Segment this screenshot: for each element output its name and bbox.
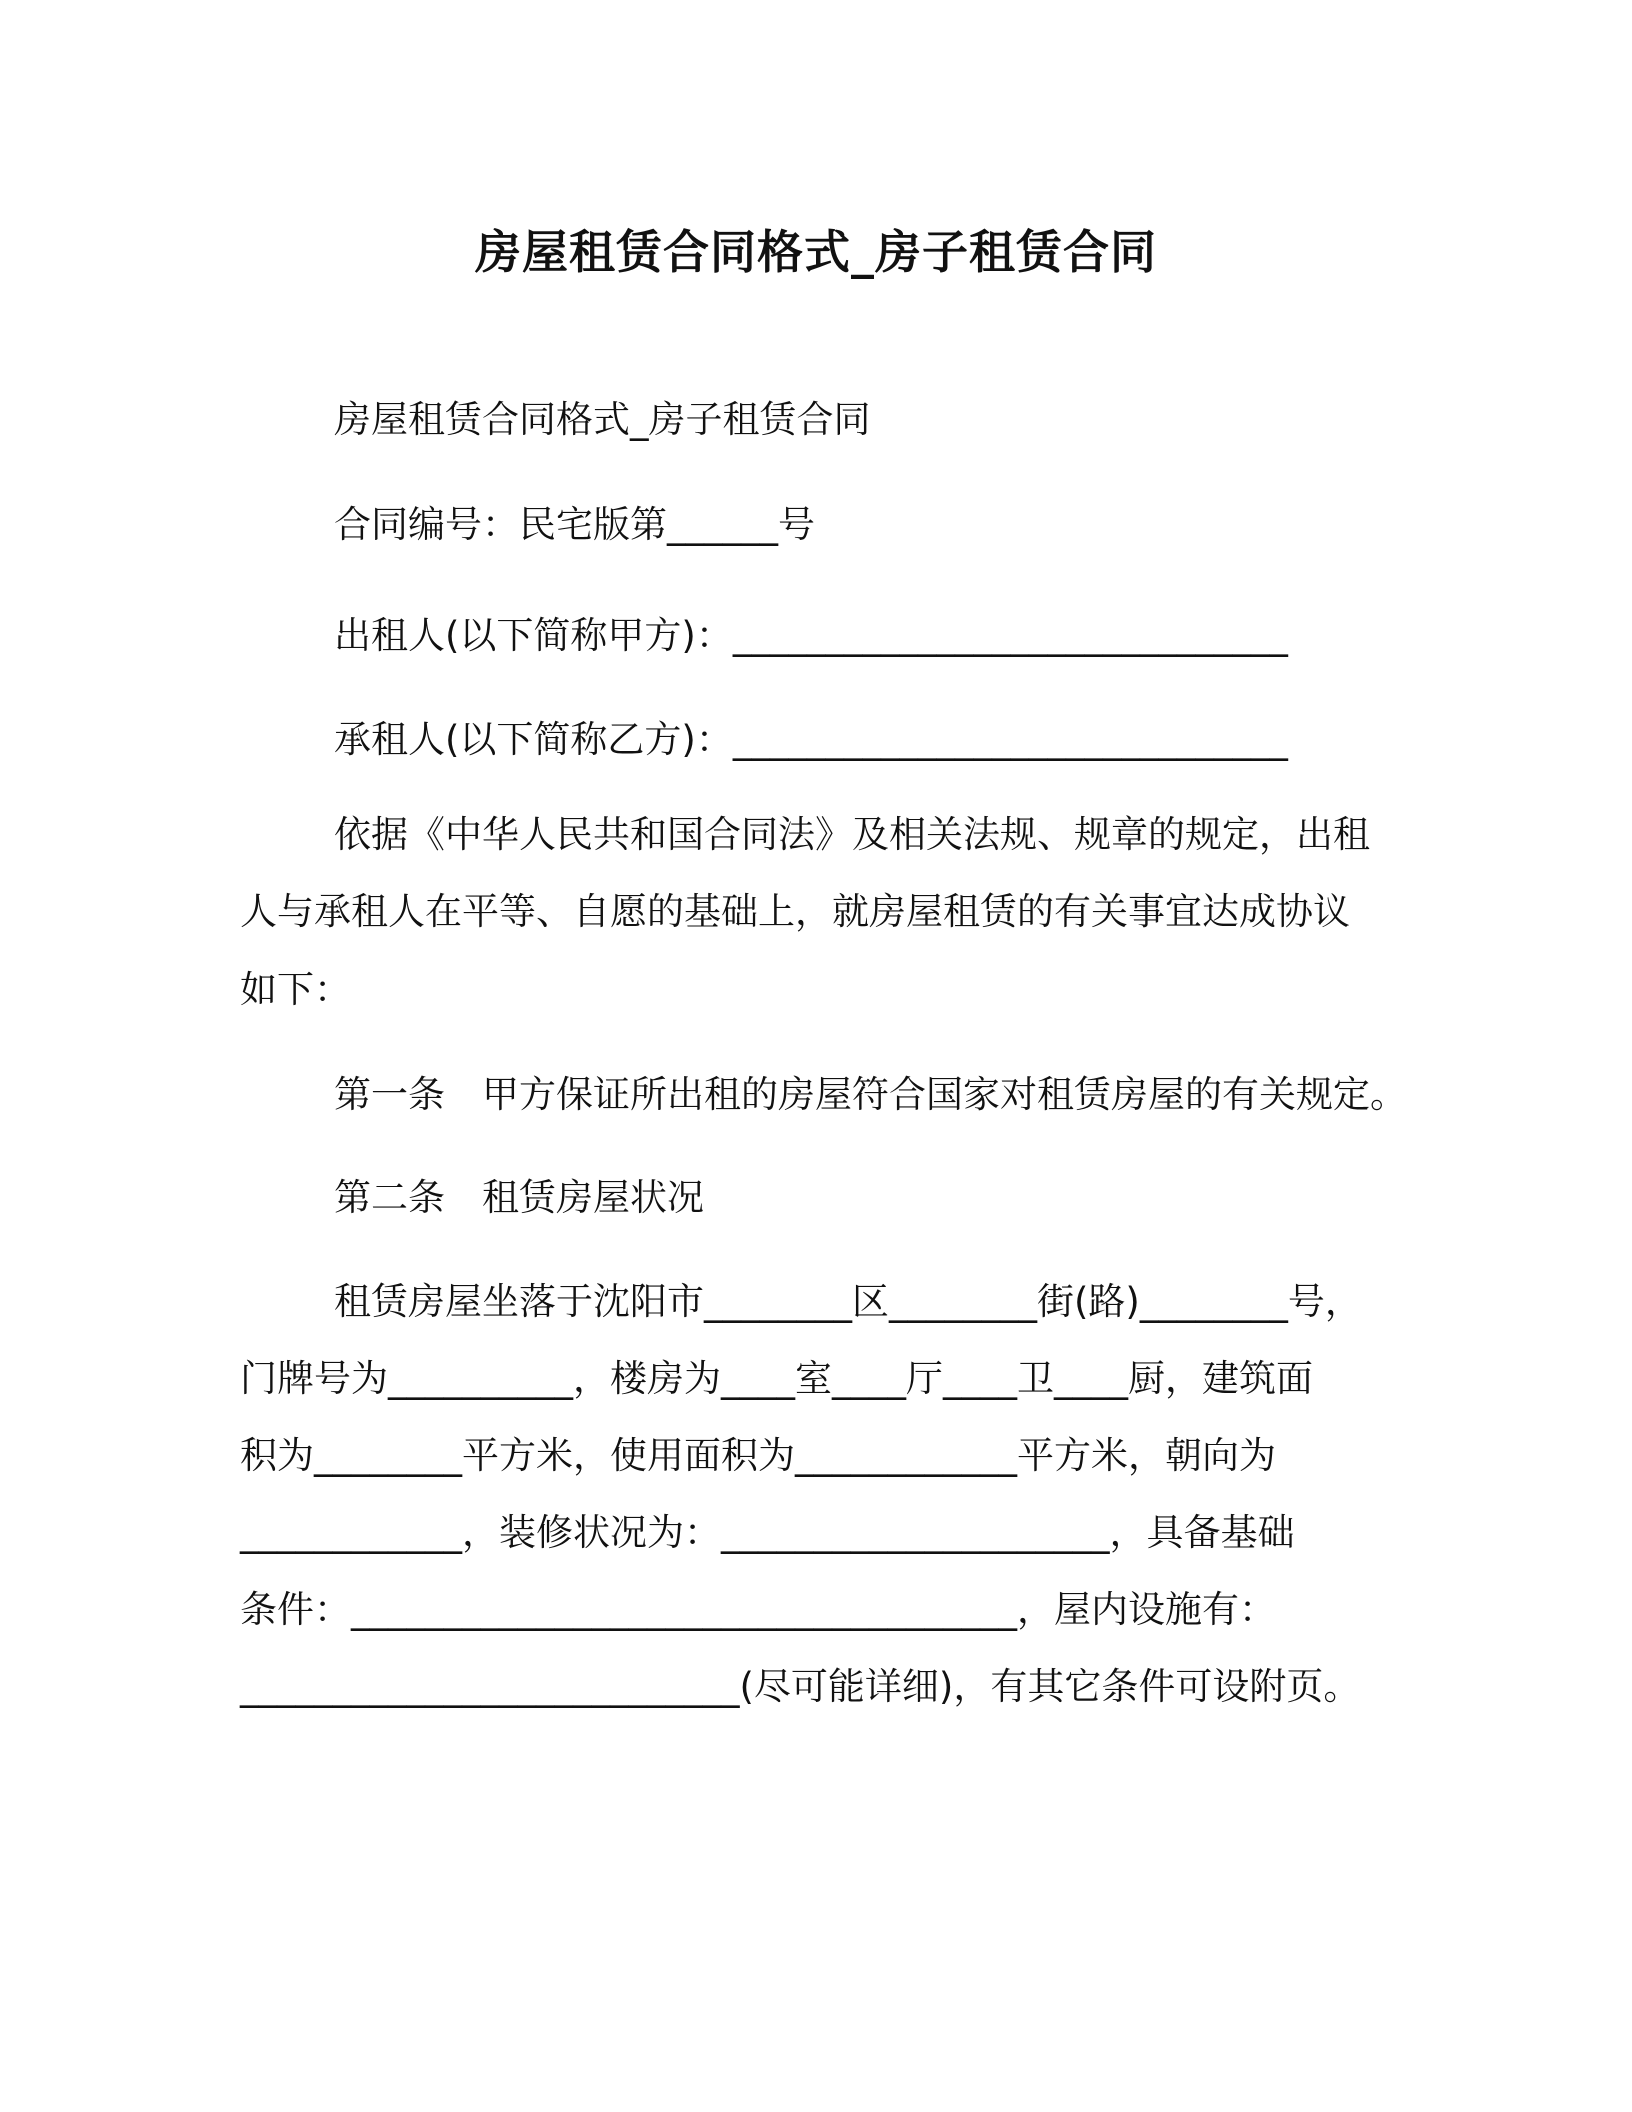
article-2-line-4: ____________，装修状况为：_____________________，具备基础 (240, 1511, 1295, 1554)
article-2-line-6: ___________________________(尽可能详细)，有其它条件可设附页。 (240, 1665, 1361, 1708)
article-2-heading: 第二条 租赁房屋状况 (334, 1176, 704, 1219)
contract-number-line: 合同编号：民宅版第______号 (334, 503, 815, 546)
document-subtitle: 房屋租赁合同格式_房子租赁合同 (334, 398, 871, 441)
article-2-line-2: 门牌号为__________，楼房为____室____厅____卫____厨，建筑面 (240, 1357, 1313, 1400)
lessor-line: 出租人(以下简称甲方)：______________________________ (334, 614, 1288, 657)
preamble-line-1: 依据《中华人民共和国合同法》及相关法规、规章的规定，出租 (334, 813, 1370, 856)
preamble-line-3: 如下： (240, 968, 351, 1011)
article-1: 第一条 甲方保证所出租的房屋符合国家对租赁房屋的有关规定。 (334, 1073, 1407, 1116)
article-2-line-5: 条件：____________________________________，屋内设施有： (240, 1588, 1276, 1631)
preamble-line-2: 人与承租人在平等、自愿的基础上，就房屋租赁的有关事宜达成协议 (240, 890, 1350, 933)
article-2-line-1: 租赁房屋坐落于沈阳市________区________街(路)________号， (334, 1280, 1362, 1323)
document-title: 房屋租赁合同格式_房子租赁合同 (475, 225, 1157, 279)
article-2-line-3: 积为________平方米，使用面积为____________平方米，朝向为 (240, 1434, 1276, 1477)
lessee-line: 承租人(以下简称乙方)：______________________________ (334, 718, 1288, 761)
